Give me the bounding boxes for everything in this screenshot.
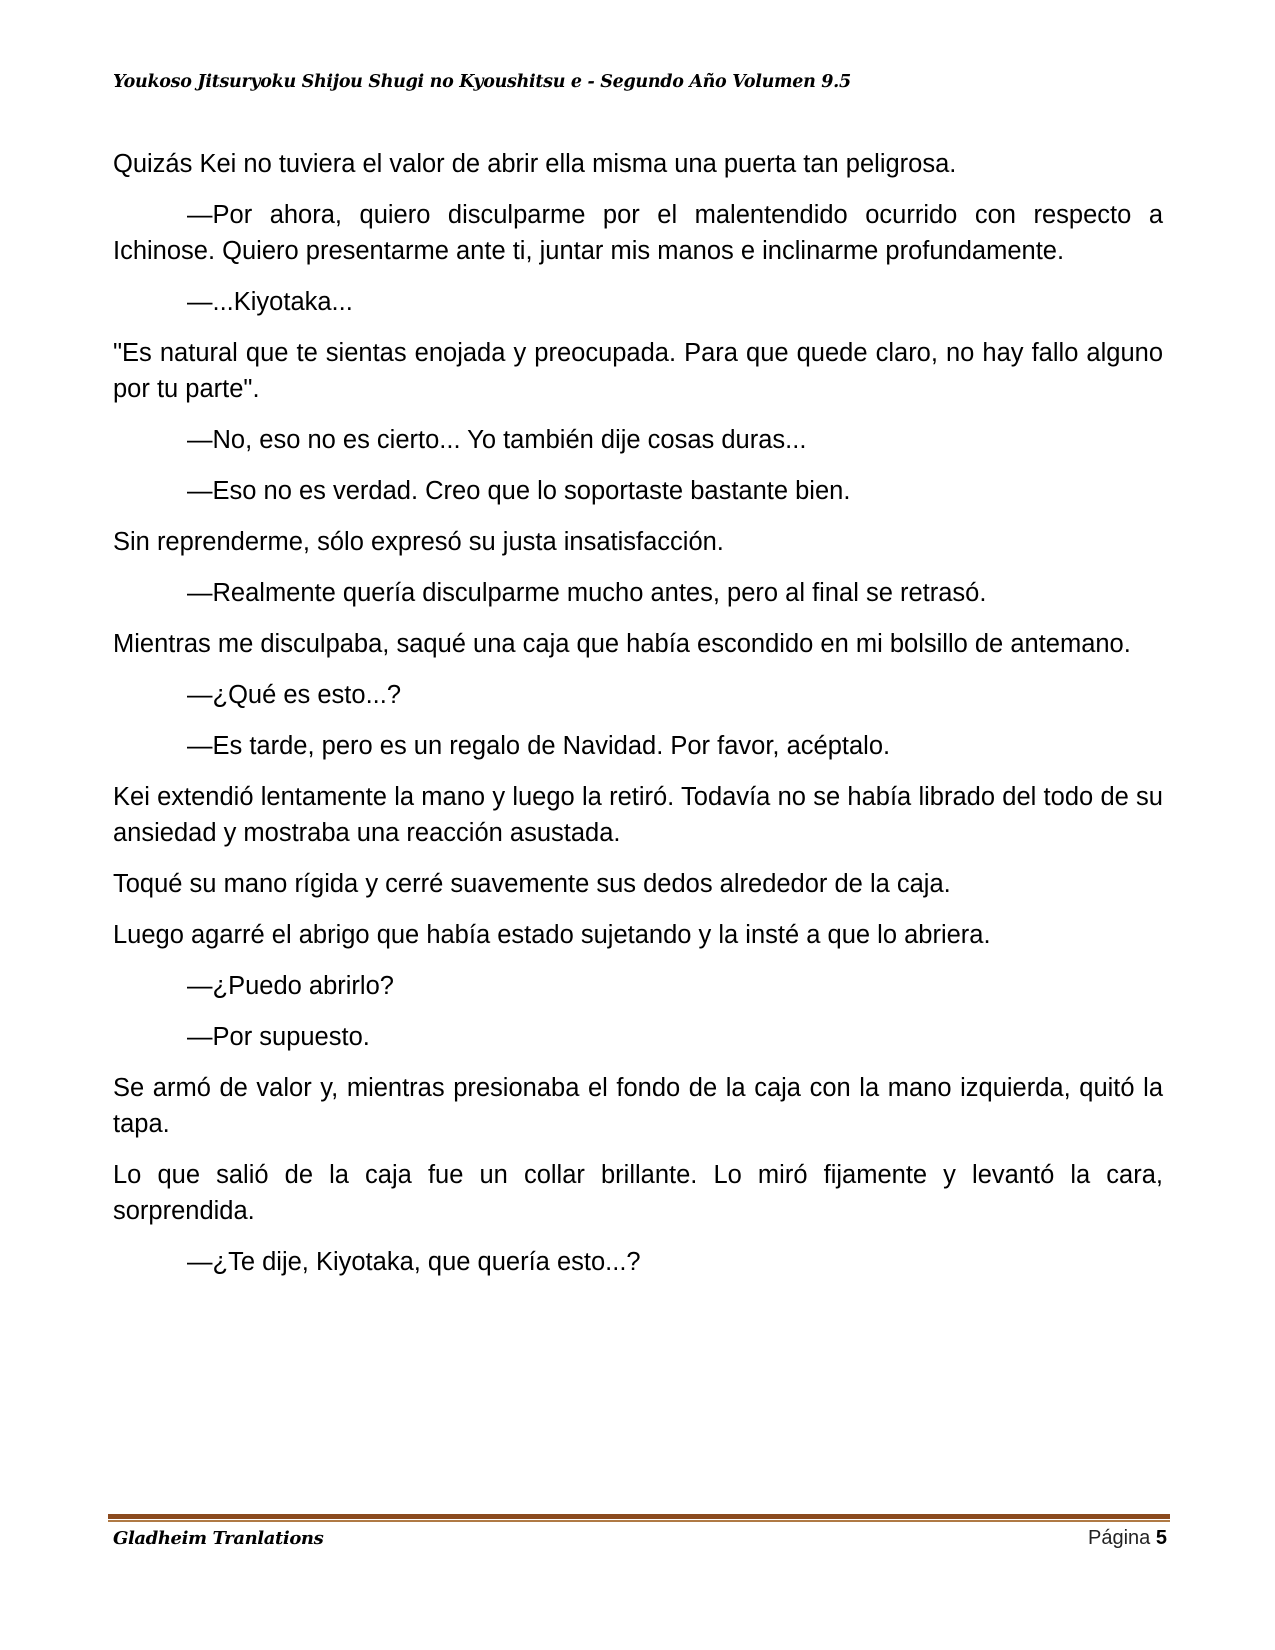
paragraph-7: Sin reprenderme, sólo expresó su justa insatisfacción. [113,528,724,556]
paragraph-19: —¿Te dije, Kiyotaka, que quería esto...? [187,1248,641,1276]
footer-credit: Gladheim Tranlations [113,1528,324,1549]
paragraph-9: Mientras me disculpaba, saqué una caja que había escondido en mi bolsillo de antemano. [113,630,1131,658]
page-number: 5 [1155,1527,1167,1549]
running-header: Youkoso Jitsuryoku Shijou Shugi no Kyoushitsu e - Segundo Año Volumen 9.5 [113,72,851,92]
page-body [113,146,1163,1295]
paragraph-16: —Por supuesto. [187,1023,370,1051]
page-label: Página [1088,1527,1151,1549]
paragraph-2: —Por ahora, quiero disculparme por el malentendido ocurrido con respecto a Ichinose. Quiero presentarme ante ti, juntar mis manos e inclinarme profundamente. [113,201,1163,265]
paragraph-18: Lo que salió de la caja fue un collar brillante. Lo miró fijamente y levantó la cara, sorprendida. [113,1161,1163,1225]
paragraph-12: Kei extendió lentamente la mano y luego la retiró. Todavía no se había librado del todo de su ansiedad y mostraba una reacción asustada. [113,783,1163,847]
paragraph-14: Luego agarré el abrigo que había estado sujetando y la insté a que lo abriera. [113,921,991,949]
paragraph-13: Toqué su mano rígida y cerré suavemente sus dedos alrededor de la caja. [113,870,951,898]
paragraph-8: —Realmente quería disculparme mucho antes, pero al final se retrasó. [187,579,987,607]
paragraph-5: —No, eso no es cierto... Yo también dije cosas duras... [187,426,807,454]
footer-divider [108,1514,1170,1522]
paragraph-4: "Es natural que te sientas enojada y preocupada. Para que quede claro, no hay fallo alguno por tu parte". [113,339,1163,403]
footer-divider-thin [108,1520,1170,1522]
paragraph-11: —Es tarde, pero es un regalo de Navidad. Por favor, acéptalo. [187,732,891,760]
paragraph-15: —¿Puedo abrirlo? [187,972,394,1000]
page-number-label [1088,1527,1167,1550]
paragraph-10: —¿Qué es esto...? [187,681,402,709]
paragraph-3: —...Kiyotaka... [187,288,353,316]
paragraph-1: Quizás Kei no tuviera el valor de abrir ella misma una puerta tan peligrosa. [113,150,957,178]
paragraph-17: Se armó de valor y, mientras presionaba el fondo de la caja con la mano izquierda, quitó la tapa. [113,1074,1163,1138]
paragraph-6: —Eso no es verdad. Creo que lo soportaste bastante bien. [187,477,851,505]
